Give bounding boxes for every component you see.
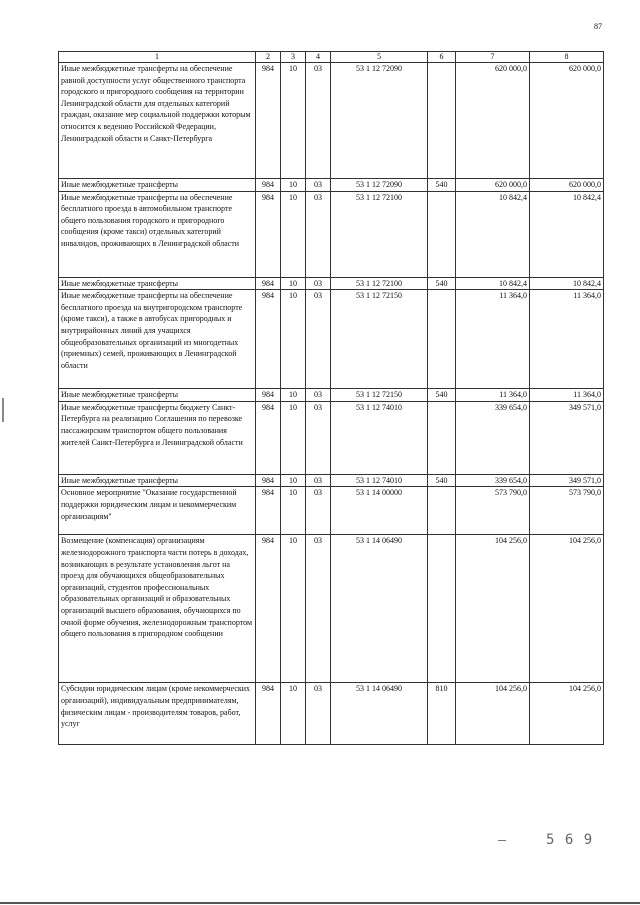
header-col-5: 5 bbox=[331, 52, 428, 63]
row-name: Иные межбюджетные трансферты на обеспечение равной доступности услуг общественного транспорта городского и пригородного сообщения на территории Ленинградской области для отдельных категорий граждан, оказание мер социальной поддержки которым относится к ведению Российской Федерации, Ленинградской области и Санкт-Петербурга bbox=[59, 63, 256, 179]
cell-target-article: 53 1 12 72090 bbox=[331, 63, 428, 179]
cell-ministry: 984 bbox=[256, 277, 281, 290]
table-row bbox=[59, 487, 604, 535]
table-row bbox=[59, 290, 604, 389]
cell-ministry: 984 bbox=[256, 401, 281, 474]
sheet-number-stamp: 5 6 9 bbox=[546, 832, 594, 848]
cell-ministry: 984 bbox=[256, 535, 281, 683]
header-col-4: 4 bbox=[306, 52, 331, 63]
cell-expense-type bbox=[428, 290, 456, 389]
cell-target-article: 53 1 14 00000 bbox=[331, 487, 428, 535]
cell-amount-1: 339 654,0 bbox=[456, 474, 530, 487]
row-name: Иные межбюджетные трансферты bbox=[59, 277, 256, 290]
cell-section: 10 bbox=[281, 474, 306, 487]
row-name: Иные межбюджетные трансферты на обеспечение бесплатного проезда на внутригородском транспорте (кроме такси), а также в автобусах пригородных и внутрирайонных линий для учащихся общеобразовательных организаций из многодетных (приемных) семей, проживающих в Ленинградской области bbox=[59, 290, 256, 389]
page-number: 87 bbox=[594, 22, 602, 31]
cell-amount-1: 104 256,0 bbox=[456, 535, 530, 683]
cell-amount-1: 104 256,0 bbox=[456, 683, 530, 745]
cell-ministry: 984 bbox=[256, 487, 281, 535]
cell-amount-1: 620 000,0 bbox=[456, 63, 530, 179]
table-row bbox=[59, 535, 604, 683]
cell-expense-type: 810 bbox=[428, 683, 456, 745]
cell-subsection: 03 bbox=[306, 389, 331, 402]
cell-amount-2: 11 364,0 bbox=[530, 389, 604, 402]
row-name: Иные межбюджетные трансферты bbox=[59, 474, 256, 487]
cell-amount-1: 11 364,0 bbox=[456, 389, 530, 402]
row-name: Иные межбюджетные трансферты bbox=[59, 389, 256, 402]
cell-ministry: 984 bbox=[256, 179, 281, 192]
cell-amount-2: 349 571,0 bbox=[530, 401, 604, 474]
cell-amount-2: 11 364,0 bbox=[530, 290, 604, 389]
cell-expense-type: 540 bbox=[428, 179, 456, 192]
cell-subsection: 03 bbox=[306, 277, 331, 290]
header-col-3: 3 bbox=[281, 52, 306, 63]
table-header-row bbox=[59, 52, 604, 63]
cell-subsection: 03 bbox=[306, 63, 331, 179]
table-row bbox=[59, 277, 604, 290]
cell-ministry: 984 bbox=[256, 474, 281, 487]
cell-expense-type bbox=[428, 401, 456, 474]
cell-subsection: 03 bbox=[306, 683, 331, 745]
scan-edge-line bbox=[0, 902, 640, 904]
cell-subsection: 03 bbox=[306, 401, 331, 474]
cell-expense-type: 540 bbox=[428, 474, 456, 487]
cell-section: 10 bbox=[281, 277, 306, 290]
cell-subsection: 03 bbox=[306, 535, 331, 683]
cell-amount-2: 349 571,0 bbox=[530, 474, 604, 487]
cell-amount-1: 11 364,0 bbox=[456, 290, 530, 389]
cell-subsection: 03 bbox=[306, 487, 331, 535]
cell-ministry: 984 bbox=[256, 63, 281, 179]
row-name: Иные межбюджетные трансферты на обеспечение бесплатного проезда в автомобильном транспорте общего пользования городского и пригородного сообщения (кроме такси) отдельных категорий инвалидов, проживающих в Ленинградской области bbox=[59, 191, 256, 277]
cell-section: 10 bbox=[281, 290, 306, 389]
cell-amount-2: 104 256,0 bbox=[530, 683, 604, 745]
table-row bbox=[59, 191, 604, 277]
table-row bbox=[59, 683, 604, 745]
cell-amount-2: 10 842,4 bbox=[530, 277, 604, 290]
cell-target-article: 53 1 14 06490 bbox=[331, 535, 428, 683]
table-row bbox=[59, 401, 604, 474]
row-name: Субсидии юридическим лицам (кроме некоммерческих организаций), индивидуальным предпринимателям, физическим лицам - производителям товаров, работ, услуг bbox=[59, 683, 256, 745]
cell-expense-type bbox=[428, 487, 456, 535]
table-row bbox=[59, 63, 604, 179]
cell-target-article: 53 1 12 72150 bbox=[331, 389, 428, 402]
cell-ministry: 984 bbox=[256, 389, 281, 402]
table-row bbox=[59, 474, 604, 487]
cell-expense-type: 540 bbox=[428, 389, 456, 402]
scan-margin-mark bbox=[2, 398, 4, 422]
cell-expense-type bbox=[428, 191, 456, 277]
cell-expense-type bbox=[428, 535, 456, 683]
cell-amount-2: 620 000,0 bbox=[530, 63, 604, 179]
row-name: Основное мероприятие "Оказание государственной поддержки юридическим лицам и некоммерческим организациям" bbox=[59, 487, 256, 535]
cell-amount-1: 10 842,4 bbox=[456, 191, 530, 277]
cell-amount-2: 10 842,4 bbox=[530, 191, 604, 277]
budget-table bbox=[58, 51, 604, 745]
cell-amount-1: 620 000,0 bbox=[456, 179, 530, 192]
cell-target-article: 53 1 12 72100 bbox=[331, 191, 428, 277]
cell-section: 10 bbox=[281, 389, 306, 402]
cell-subsection: 03 bbox=[306, 191, 331, 277]
scan-dash-mark bbox=[498, 840, 506, 841]
header-col-6: 6 bbox=[428, 52, 456, 63]
cell-expense-type bbox=[428, 63, 456, 179]
cell-amount-1: 10 842,4 bbox=[456, 277, 530, 290]
cell-ministry: 984 bbox=[256, 290, 281, 389]
cell-amount-1: 573 790,0 bbox=[456, 487, 530, 535]
cell-target-article: 53 1 12 72090 bbox=[331, 179, 428, 192]
header-col-7: 7 bbox=[456, 52, 530, 63]
row-name: Возмещение (компенсация) организациям железнодорожного транспорта части потерь в доходах, возникающих в результате установления льгот на проезд для обучающихся общеобразовательных организаций, студентов профессиональных образовательных организаций и образовательных организаций высшего образования, обучающихся по очной форме обучения, железнодорожным транспортом общего пользования в пригородном сообщении bbox=[59, 535, 256, 683]
cell-target-article: 53 1 12 72100 bbox=[331, 277, 428, 290]
cell-subsection: 03 bbox=[306, 179, 331, 192]
cell-amount-2: 573 790,0 bbox=[530, 487, 604, 535]
cell-section: 10 bbox=[281, 535, 306, 683]
cell-target-article: 53 1 12 74010 bbox=[331, 474, 428, 487]
cell-section: 10 bbox=[281, 63, 306, 179]
cell-target-article: 53 1 12 74010 bbox=[331, 401, 428, 474]
row-name: Иные межбюджетные трансферты бюджету Санкт-Петербурга на реализацию Соглашения по перевозке пассажирским транспортом общего пользования жителей Санкт-Петербурга и Ленинградской области bbox=[59, 401, 256, 474]
cell-section: 10 bbox=[281, 683, 306, 745]
cell-section: 10 bbox=[281, 487, 306, 535]
cell-amount-1: 339 654,0 bbox=[456, 401, 530, 474]
cell-expense-type: 540 bbox=[428, 277, 456, 290]
cell-section: 10 bbox=[281, 191, 306, 277]
cell-target-article: 53 1 12 72150 bbox=[331, 290, 428, 389]
cell-target-article: 53 1 14 06490 bbox=[331, 683, 428, 745]
row-name: Иные межбюджетные трансферты bbox=[59, 179, 256, 192]
header-col-2: 2 bbox=[256, 52, 281, 63]
table-row bbox=[59, 179, 604, 192]
table-row bbox=[59, 389, 604, 402]
cell-subsection: 03 bbox=[306, 474, 331, 487]
cell-amount-2: 620 000,0 bbox=[530, 179, 604, 192]
cell-section: 10 bbox=[281, 401, 306, 474]
header-col-1: 1 bbox=[59, 52, 256, 63]
cell-amount-2: 104 256,0 bbox=[530, 535, 604, 683]
header-col-8: 8 bbox=[530, 52, 604, 63]
cell-subsection: 03 bbox=[306, 290, 331, 389]
cell-ministry: 984 bbox=[256, 683, 281, 745]
cell-section: 10 bbox=[281, 179, 306, 192]
cell-ministry: 984 bbox=[256, 191, 281, 277]
